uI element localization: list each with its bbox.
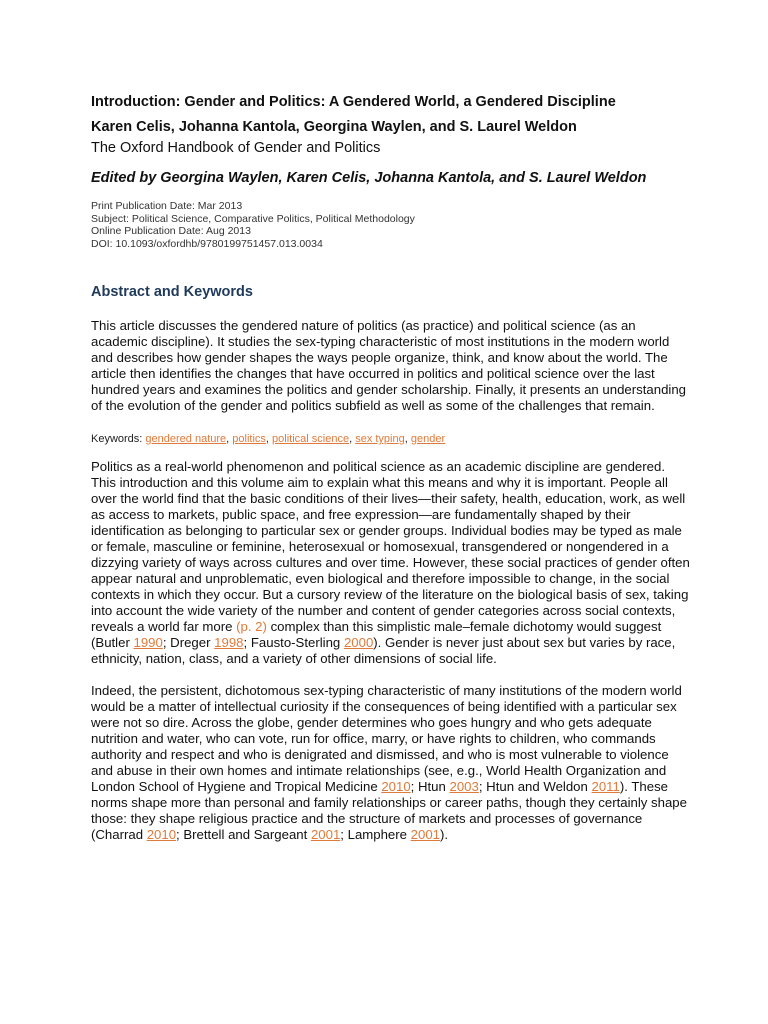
paragraph-text: ; Lamphere (340, 827, 411, 842)
keyword-separator: , (349, 433, 356, 445)
article-authors: Karen Celis, Johanna Kantola, Georgina Waylen, and S. Laurel Weldon (91, 119, 577, 135)
online-publication-date: Online Publication Date: Aug 2013 (91, 225, 251, 237)
article-title: Introduction: Gender and Politics: A Gendered World, a Gendered Discipline (91, 94, 616, 110)
citation-link-dreger-1998[interactable]: 1998 (214, 635, 244, 650)
keywords-label: Keywords: (91, 433, 146, 445)
body-paragraph-1 (91, 459, 691, 667)
citation-link-lamphere-2001[interactable]: 2001 (410, 827, 440, 842)
paragraph-text: complex than this simplistic male–female dichotomy would suggest (Butler (91, 619, 662, 650)
citation-link-htun-2003[interactable]: 2003 (449, 779, 479, 794)
paragraph-text: ; Htun (410, 779, 450, 794)
print-publication-date: Print Publication Date: Mar 2013 (91, 200, 243, 212)
page-marker: (p. 2) (236, 619, 267, 634)
doi-line: DOI: 10.1093/oxfordhb/9780199751457.013.0034 (91, 237, 323, 250)
abstract-text: This article discusses the gendered nature of politics (as practice) and political science (as an academic discipline). It studies the sex-typing characteristic of most institutions in the modern world and describes how gender shapes the ways people organize, think, and know about the world. The article then identifies the changes that have occurred in politics and political science over the last hundred years and examines the politics and gender scholarship. Finally, it presents an understanding of the evolution of the gender and politics subfield as well as some of the challenges that remain. (91, 318, 687, 413)
paragraph-text: Politics as a real-world phenomenon and political science as an academic discipline are gendered. This introduction and this volume aim to explain what this means and why it is important. People all over the world find that the basic conditions of their lives—their safety, health, education, work, as well as access to markets, public space, and free expression—are fundamentally shaped by their identification as belonging to particular sex or gender groups. Individual bodies may be typed as male or female, masculine or feminine, heterosexual or homosexual, transgendered or nongendered in a dizzying variety of ways across cultures and over time. However, these social practices of gender often appear natural and unproblematic, even biological and therefore impossible to change, in the social contexts in which they occur. But a cursory review of the literature on the biological basis of sex, taking into account the wide variety of the number and content of gender categories across social contexts, reveals a world far more (91, 459, 690, 634)
citation-link-htun-weldon-2011[interactable]: 2011 (591, 779, 620, 794)
keyword-link-politics[interactable]: politics (232, 433, 266, 445)
publication-metadata (91, 200, 691, 250)
book-editors: Edited by Georgina Waylen, Karen Celis, Johanna Kantola, and S. Laurel Weldon (91, 170, 647, 186)
paragraph-text: ). (440, 827, 449, 842)
paragraph-text: ). These norms shape more than personal and family relationships or career paths, though they certainly shape those: they shape religious practice and the structure of markets and processes of governance (Charrad (91, 779, 687, 842)
citation-link-butler-1990[interactable]: 1990 (133, 635, 163, 650)
keyword-link-gender[interactable]: gender (410, 433, 446, 445)
keyword-separator: , (226, 433, 233, 445)
paragraph-text: Indeed, the persistent, dichotomous sex-typing characteristic of many institutions of the modern world would be a matter of intellectual curiosity if the consequences of being identified with a particular sex were not so dire. Across the globe, gender determines who goes hungry and who gets adequate nutrition and water, who can vote, run for office, marry, or have rights to children, who commands authority and respect and who is denigrated and dismissed, and who is most vulnerable to violence and abuse in their own homes and intimate relationships (see, e.g., World Health Organization and London School of Hygiene and Tropical Medicine (91, 683, 682, 794)
citation-link-brettell-sargeant-2001[interactable]: 2001 (310, 827, 341, 842)
paragraph-text: ). Gender is never just about sex but varies by race, ethnicity, nation, class, and a variety of other dimensions of social life. (91, 635, 676, 666)
citation-link-charrad-2010[interactable]: 2010 (146, 827, 177, 842)
paragraph-text: ; Fausto-Sterling (243, 635, 344, 650)
keyword-link-political-science[interactable]: political science (272, 433, 350, 445)
article-content (91, 92, 691, 843)
body-paragraph-2 (91, 683, 691, 843)
citation-link-who-2010[interactable]: 2010 (381, 779, 411, 794)
citation-link-fausto-sterling-2000[interactable]: 2000 (343, 635, 374, 650)
keyword-link-gendered-nature[interactable]: gendered nature (145, 433, 227, 445)
subject-line: Subject: Political Science, Comparative Politics, Political Methodology (91, 212, 415, 225)
keyword-link-sex-typing[interactable]: sex typing (355, 433, 405, 445)
book-title: The Oxford Handbook of Gender and Politics (91, 140, 381, 156)
keyword-separator: , (404, 433, 411, 445)
paragraph-text: ; Dreger (162, 635, 215, 650)
abstract-heading: Abstract and Keywords (91, 284, 253, 300)
paragraph-text: ; Htun and Weldon (478, 779, 592, 794)
keyword-separator: , (265, 433, 273, 445)
keywords-line (91, 432, 691, 446)
paragraph-text: ; Brettell and Sargeant (176, 827, 311, 842)
